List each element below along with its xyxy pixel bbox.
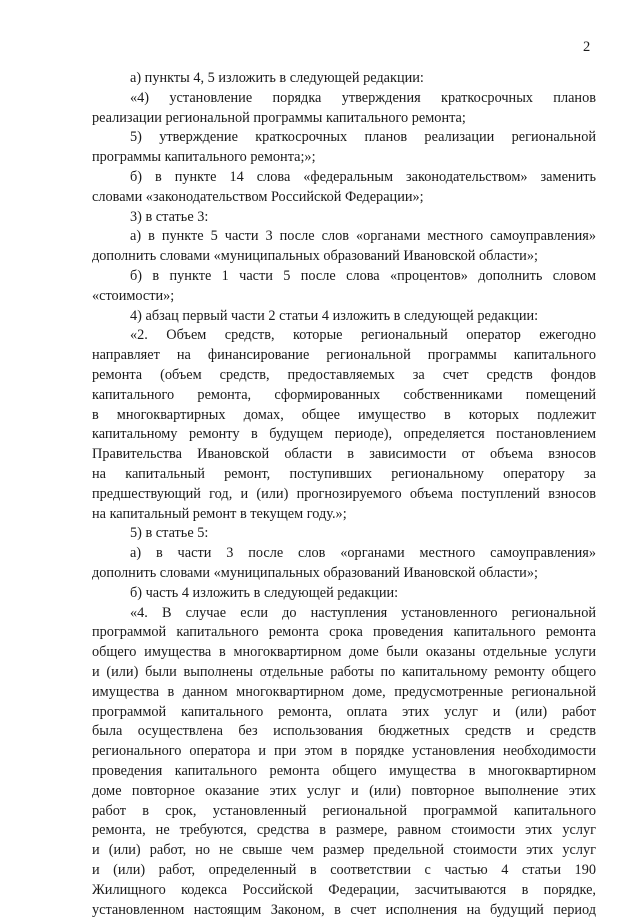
text-line: «стоимости»; [92,287,175,304]
text-line: капитальному ремонту в будущем периоде), определяется постановлением [92,426,596,443]
text-line: а) пункты 4, 5 изложить в следующей редакции: [130,70,424,86]
text-line: капитального ремонта, сформированных собственниками помещений [92,386,596,403]
text-line: была осуществлена без использования бюджетных средств и средств [92,723,596,740]
text-line: дополнить словами «муниципальных образований Ивановской области»; [92,248,538,265]
text-line: б) в пункте 14 слова «федеральным законодательством» заменить [130,169,596,185]
text-line: регионального оператора и при этом в порядке установления необходимости [92,743,596,760]
text-line: б) часть 4 изложить в следующей редакции: [130,584,399,601]
text-line: а) в части 3 после слов «органами местного самоуправления» [130,545,596,562]
text-line: на капитальный ремонт, поступивших региональному оператору за [92,466,596,482]
text-line: 4) абзац первый части 2 статьи 4 изложить в следующей редакции: [130,307,539,324]
text-line: установленном настоящим Законом, в счет исполнения на будущий период [92,901,596,918]
text-line: программой капитального ремонта срока проведения капитального ремонта [92,624,596,641]
text-line: программой капитального ремонта, оплата этих услуг и (или) работ [92,703,596,720]
text-line: направляет на финансирование региональной программы капитального [92,347,596,364]
text-line: 3) в статье 3: [130,208,209,225]
text-line: «2. Объем средств, которые региональный оператор ежегодно [130,327,596,344]
text-line: проведения капитального ремонта общего имущества в многоквартирном [92,763,596,779]
text-line: словами «законодательством Российской Федерации»; [92,188,424,205]
page-number: 2 [583,39,591,55]
text-line: имущества в данном многоквартирном доме, предусмотренные региональной [92,683,596,700]
text-line: б) в пункте 1 части 5 после слова «процентов» дополнить словом [130,268,596,284]
text-line: работ в срок, установленный региональной программой капитального [92,802,596,819]
text-line: общего имущества в многоквартирном доме были оказаны отдельные услуги [92,644,596,661]
text-line: и (или) работ, но не свыше чем размер предельной стоимости этих услуг [92,842,596,859]
text-line: Жилищного кодекса Российской Федерации, засчитываются в порядке, [92,881,596,898]
text-line: дополнить словами «муниципальных образований Ивановской области»; [92,565,538,581]
text-line: ремонта (объем средств, предоставляемых за счет средств фондов [92,367,596,383]
text-line: доме повторное оказание этих услуг и (или) повторное выполнение этих [92,782,596,799]
text-line: и (или) работ, определенный в соответствии с частью 4 статьи 190 [92,862,596,878]
text-line: «4) установление порядка утверждения краткосрочных планов [130,89,596,106]
text-line: на капитальный ремонт в текущем году.»; [92,505,347,522]
text-line: 5) в статье 5: [130,525,209,542]
text-line: реализации региональной программы капитального ремонта; [92,109,466,126]
text-line: программы капитального ремонта;»; [92,149,316,166]
text-line: а) в пункте 5 части 3 после слов «органами местного самоуправления» [130,228,596,245]
text-line: Правительства Ивановской области в зависимости от объема взносов [92,446,596,463]
text-line: 5) утверждение краткосрочных планов реализации региональной [130,129,596,146]
text-line: предшествующий год, и (или) прогнозируемого объема поступлений взносов [92,485,596,502]
text-line: ремонта, не требуются, средства в размере, равном стоимости этих услуг [92,822,596,839]
text-line: «4. В случае если до наступления установленного региональной [130,604,596,621]
text-line: в многоквартирных домах, общее имущество в которых подлежит [92,406,596,423]
text-line: и (или) были выполнены отдельные работы по капитальному ремонту общего [92,664,596,680]
